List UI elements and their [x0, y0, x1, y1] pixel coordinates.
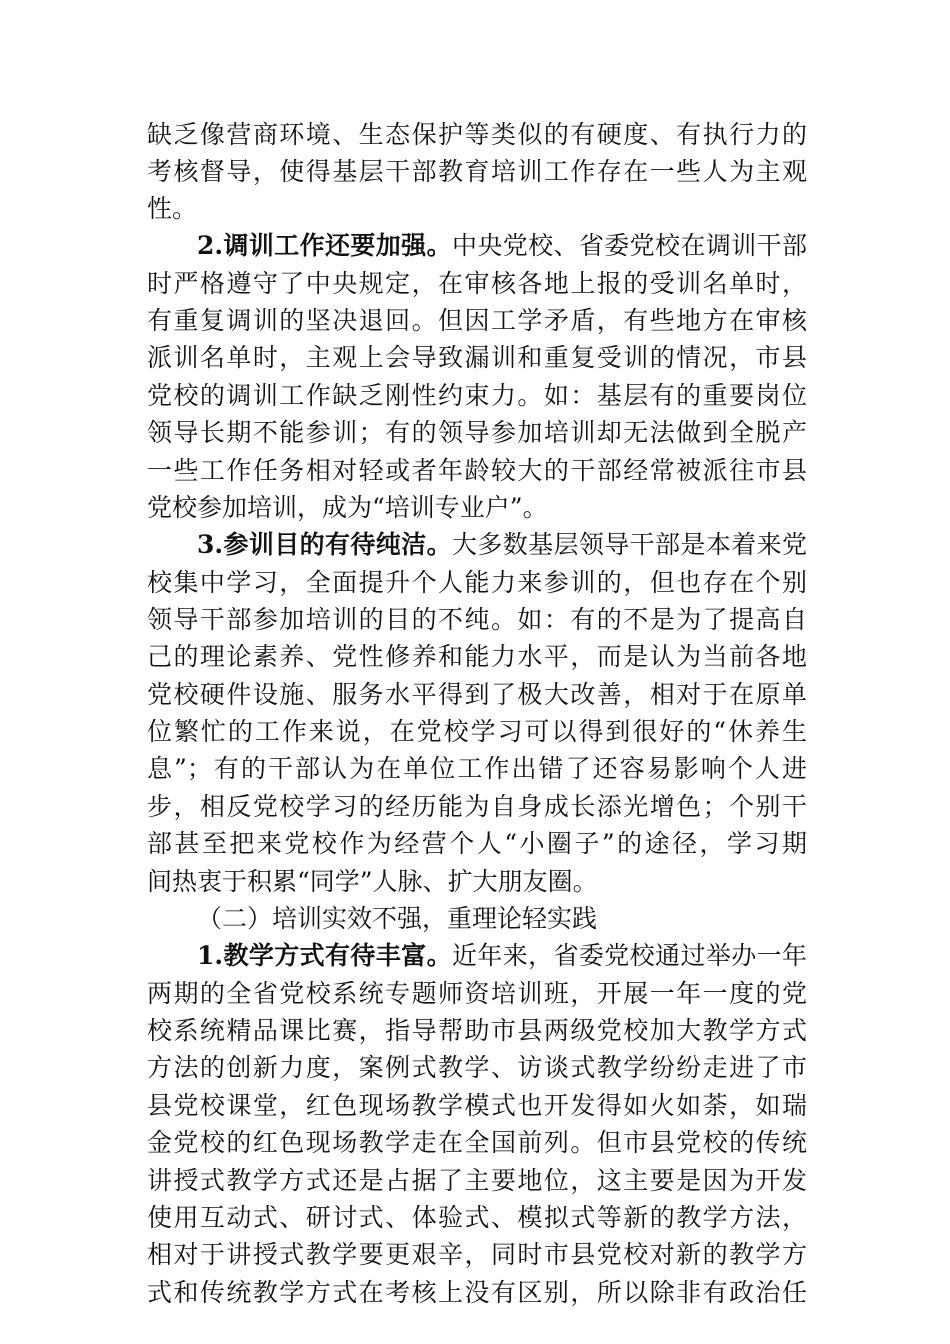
line-text: 校系统精品课比赛，指导帮助市县两级党校加大教学方式 — [147, 1016, 807, 1045]
line-text: 时严格遵守了中央规定，在审核各地上报的受训名单时， — [147, 269, 807, 298]
line-text: 己的理论素养、党性修养和能力水平，而是认为当前各地 — [147, 642, 807, 671]
body-line — [147, 862, 807, 902]
line-text: 校集中学习，全面提升个人能力来参训的，但也存在个别 — [147, 568, 807, 597]
body-line — [147, 413, 807, 453]
line-text: 步，相反党校学习的经历能为自身成长添光增色；个别干 — [147, 792, 807, 821]
body-line — [147, 1011, 807, 1051]
body-line — [147, 787, 807, 827]
line-text: 近年来，省委党校通过举办一年 — [451, 941, 807, 970]
line-text: 党校的调训工作缺乏刚性约束力。如：基层有的重要岗位 — [147, 381, 807, 410]
line-text: 县党校课堂，红色现场教学模式也开发得如火如荼，如瑞 — [147, 1091, 807, 1120]
line-text: 位繁忙的工作来说，在党校学习可以得到很好的“休养生 — [147, 717, 807, 746]
body-line — [147, 600, 807, 640]
line-text: 息”；有的干部认为在单位工作出错了还容易影响个人进 — [147, 754, 807, 783]
line-text: 大多数基层领导干部是本着来党 — [451, 530, 807, 559]
body-line — [147, 1273, 807, 1313]
line-text: 考核督导，使得基层干部教育培训工作存在一些人为主观 — [147, 157, 807, 186]
body-line — [147, 563, 807, 603]
line-text: 金党校的红色现场教学走在全国前列。但市县党校的传统 — [147, 1128, 807, 1157]
line-text: 派训名单时，主观上会导致漏训和重复受训的情况，市县 — [147, 343, 807, 372]
subsection-title — [197, 899, 597, 939]
body-line — [147, 974, 807, 1014]
section-heading-line — [197, 936, 807, 976]
line-text: 领导长期不能参训；有的领导参加培训却无法做到全脱产 — [147, 418, 807, 447]
line-text: 方法的创新力度，案例式教学、访谈式教学纷纷走进了市 — [147, 1053, 807, 1082]
body-line — [147, 637, 807, 677]
body-line — [147, 301, 807, 341]
body-line — [147, 338, 807, 378]
body-line — [147, 264, 807, 304]
body-line — [147, 488, 807, 528]
line-text: 有重复调训的坚决退回。但因工学矛盾，有些地方在审核 — [147, 306, 807, 335]
body-line — [147, 749, 807, 789]
body-line — [147, 1198, 807, 1238]
body-line — [147, 675, 807, 715]
body-line — [147, 712, 807, 752]
section-heading-line — [197, 226, 807, 266]
body-line — [147, 189, 807, 229]
body-line — [147, 152, 807, 192]
line-text: 领导干部参加培训的目的不纯。如：有的不是为了提高自 — [147, 605, 807, 634]
line-text: 部甚至把来党校作为经营个人“小圈子”的途径，学习期 — [147, 829, 807, 858]
line-text: 间热衷于积累“同学”人脉、扩大朋友圈。 — [147, 867, 598, 896]
line-text: 相对于讲授式教学要更艰辛，同时市县党校对新的教学方 — [147, 1240, 807, 1269]
line-text: 缺乏像营商环境、生态保护等类似的有硬度、有执行力的 — [147, 120, 807, 149]
body-line — [147, 1048, 807, 1088]
line-text: 党校硬件设施、服务水平得到了极大改善，相对于在原单 — [147, 680, 807, 709]
body-line — [147, 115, 807, 155]
line-text: 中央党校、省委党校在调训干部 — [451, 231, 807, 260]
body-line — [147, 1235, 807, 1275]
line-text: 党校参加培训，成为“培训专业户”。 — [147, 493, 548, 522]
body-line — [147, 1161, 807, 1201]
body-line — [147, 1086, 807, 1126]
body-line — [147, 824, 807, 864]
section-heading: 2.调训工作还要加强。 — [197, 231, 452, 260]
line-text: 使用互动式、研讨式、体验式、模拟式等新的教学方法， — [147, 1203, 807, 1232]
line-text: 性。 — [147, 194, 198, 223]
section-heading: 1.教学方式有待丰富。 — [197, 941, 452, 970]
line-text: （二）培训实效不强，重理论轻实践 — [197, 904, 598, 933]
line-text: 式和传统教学方式在考核上没有区别，所以除非有政治任 — [147, 1278, 807, 1307]
body-line — [147, 376, 807, 416]
line-text: 两期的全省党校系统专题师资培训班，开展一年一度的党 — [147, 979, 807, 1008]
section-heading-line — [197, 525, 807, 565]
line-text: 讲授式教学方式还是占据了主要地位，这主要是因为开发 — [147, 1166, 807, 1195]
body-line — [147, 451, 807, 491]
line-text: 一些工作任务相对轻或者年龄较大的干部经常被派往市县 — [147, 456, 807, 485]
section-heading: 3.参训目的有待纯洁。 — [197, 530, 452, 559]
body-line — [147, 1123, 807, 1163]
